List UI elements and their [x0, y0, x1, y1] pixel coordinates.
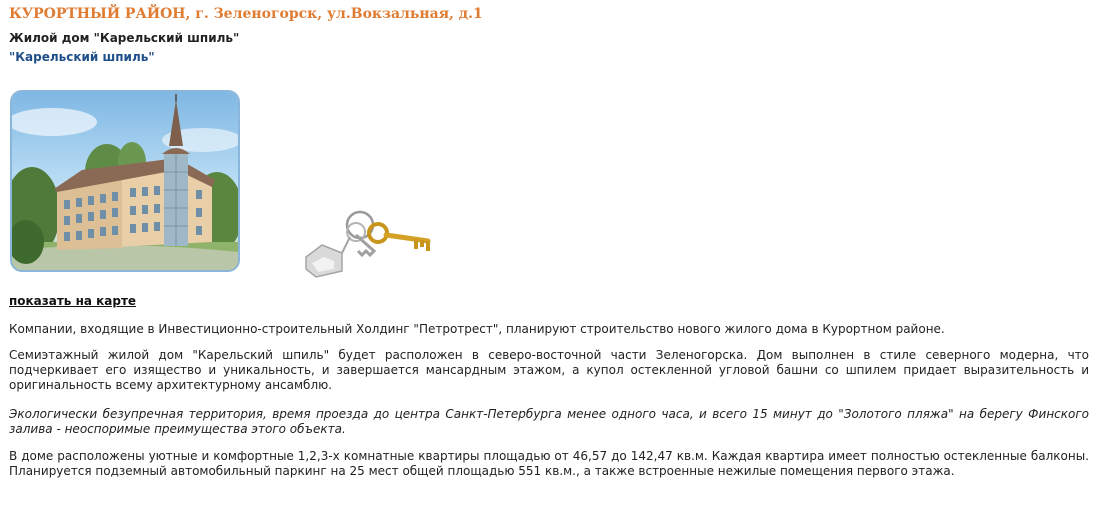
- building-photo: [12, 92, 238, 270]
- show-on-map-link[interactable]: показать на карте: [9, 294, 137, 308]
- paragraph-description: Семиэтажный жилой дом "Карельский шпиль" будет расположен в северо-восточной части Зеленогорска. Дом выполнен в стиле северного модерна, что подчеркивает его изящество и уникальность, и завершается мансардным этажом, а купол остекленной угловой башни со шпилем придает выразительность и оригинальность всему архитектурному ансамблю.: [9, 348, 1089, 392]
- paragraph-ecology: Экологически безупречная территория, время проезда до центра Санкт-Петербурга менее одного часа, и всего 15 минут до "Золотого пляжа" на берегу Финского залива - неоспоримые преимущества этого объекта.: [9, 407, 1089, 436]
- paragraph-intro: Компании, входящие в Инвестиционно-строительный Холдинг "Петротрест", планируют строительство нового жилого дома в Курортном районе.: [9, 322, 945, 336]
- building-name: "Карельский шпиль": [9, 50, 155, 64]
- paragraph-apartments: В доме расположены уютные и комфортные 1,2,3-х комнатные квартиры площадью от 46,57 до 142,47 кв.м. Каждая квартира имеет полностью остекленные балконы. Планируется подземный автомобильный паркинг на 25 мест общей площадью 551 кв.м., а также встроенные нежилые помещения первого этажа.: [9, 449, 1089, 478]
- building-subtitle: Жилой дом "Карельский шпиль": [9, 31, 240, 45]
- address-heading: КУРОРТНЫЙ РАЙОН, г. Зеленогорск, ул.Вокзальная, д.1: [9, 6, 483, 22]
- keys-icon: [298, 205, 438, 280]
